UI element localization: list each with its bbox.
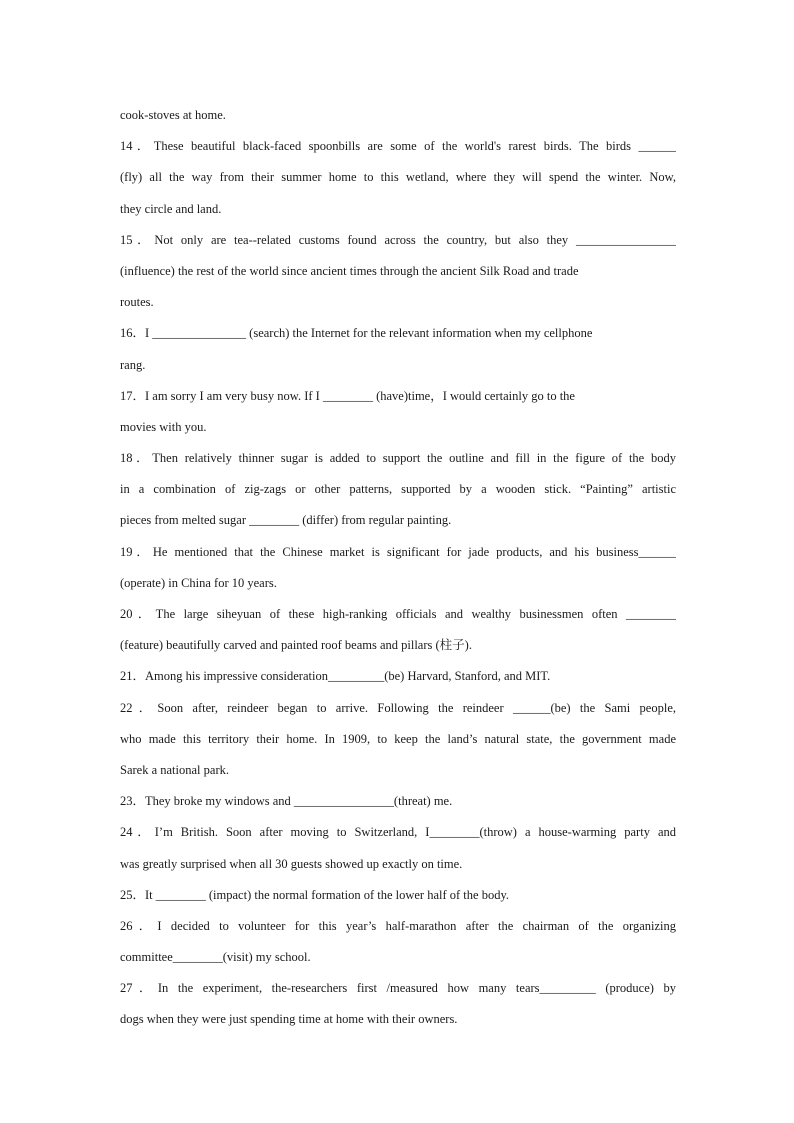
exercise-text: [120, 100, 676, 1036]
question-18-line: 18．Then relatively thinner sugar is added to support the outline and fill in the figure of the body: [120, 451, 676, 466]
question-25-line: 25．It ________ (impact) the normal formation of the lower half of the body.: [120, 887, 510, 902]
text-line: was greatly surprised when all 30 guests showed up exactly on time.: [120, 856, 463, 871]
text-line: in a combination of zig-zags or other patterns, supported by a wooden stick. “Painting” artistic: [120, 482, 676, 497]
text-line: movies with you.: [120, 419, 207, 434]
question-17-line: 17．I am sorry I am very busy now. If I ________ (have)time，I would certainly go to the: [120, 388, 575, 403]
question-24-line: 24．I’m British. Soon after moving to Switzerland, I________(throw) a house-warming party and: [120, 825, 676, 840]
question-14-line: 14．These beautiful black-faced spoonbills are some of the world's rarest birds. The birds ______: [120, 139, 676, 154]
text-line: (feature) beautifully carved and painted roof beams and pillars (柱子).: [120, 638, 472, 653]
question-15-line: 15．Not only are tea--related customs found across the country, but also they ________________: [120, 232, 676, 247]
text-line: cook-stoves at home.: [120, 108, 226, 122]
question-22-line: 22．Soon after, reindeer began to arrive. Following the reindeer ______(be) the Sami people,: [120, 700, 676, 715]
question-16-line: 16．I _______________ (search) the Internet for the relevant information when my cellphone: [120, 326, 593, 341]
text-line: (fly) all the way from their summer home to this wetland, where they will spend the winter. Now,: [120, 170, 676, 185]
text-line: dogs when they were just spending time at home with their owners.: [120, 1012, 458, 1027]
text-line: (operate) in China for 10 years.: [120, 575, 277, 590]
text-line: rang.: [120, 357, 146, 372]
text-line: who made this territory their home. In 1909, to keep the land’s natural state, the government made: [120, 731, 676, 746]
text-line: Sarek a national park.: [120, 762, 229, 777]
text-line: pieces from melted sugar ________ (differ) from regular painting.: [120, 513, 452, 528]
text-line: committee________(visit) my school.: [120, 950, 311, 965]
text-line: they circle and land.: [120, 201, 222, 216]
question-26-line: 26．I decided to volunteer for this year’s half-marathon after the chairman of the organizing: [120, 918, 676, 933]
text-line: (influence) the rest of the world since ancient times through the ancient Silk Road and trade: [120, 263, 579, 278]
question-19-line: 19．He mentioned that the Chinese market is significant for jade products, and his business______: [120, 544, 676, 559]
question-21-line: 21．Among his impressive consideration_________(be) Harvard, Stanford, and MIT.: [120, 669, 551, 684]
question-23-line: 23．They broke my windows and ________________(threat) me.: [120, 794, 453, 809]
question-20-line: 20．The large siheyuan of these high-ranking officials and wealthy businessmen often ________: [120, 607, 676, 621]
text-line: routes.: [120, 295, 154, 310]
question-27-line: 27．In the experiment, the-researchers first /measured how many tears_________ (produce) by: [120, 981, 676, 996]
